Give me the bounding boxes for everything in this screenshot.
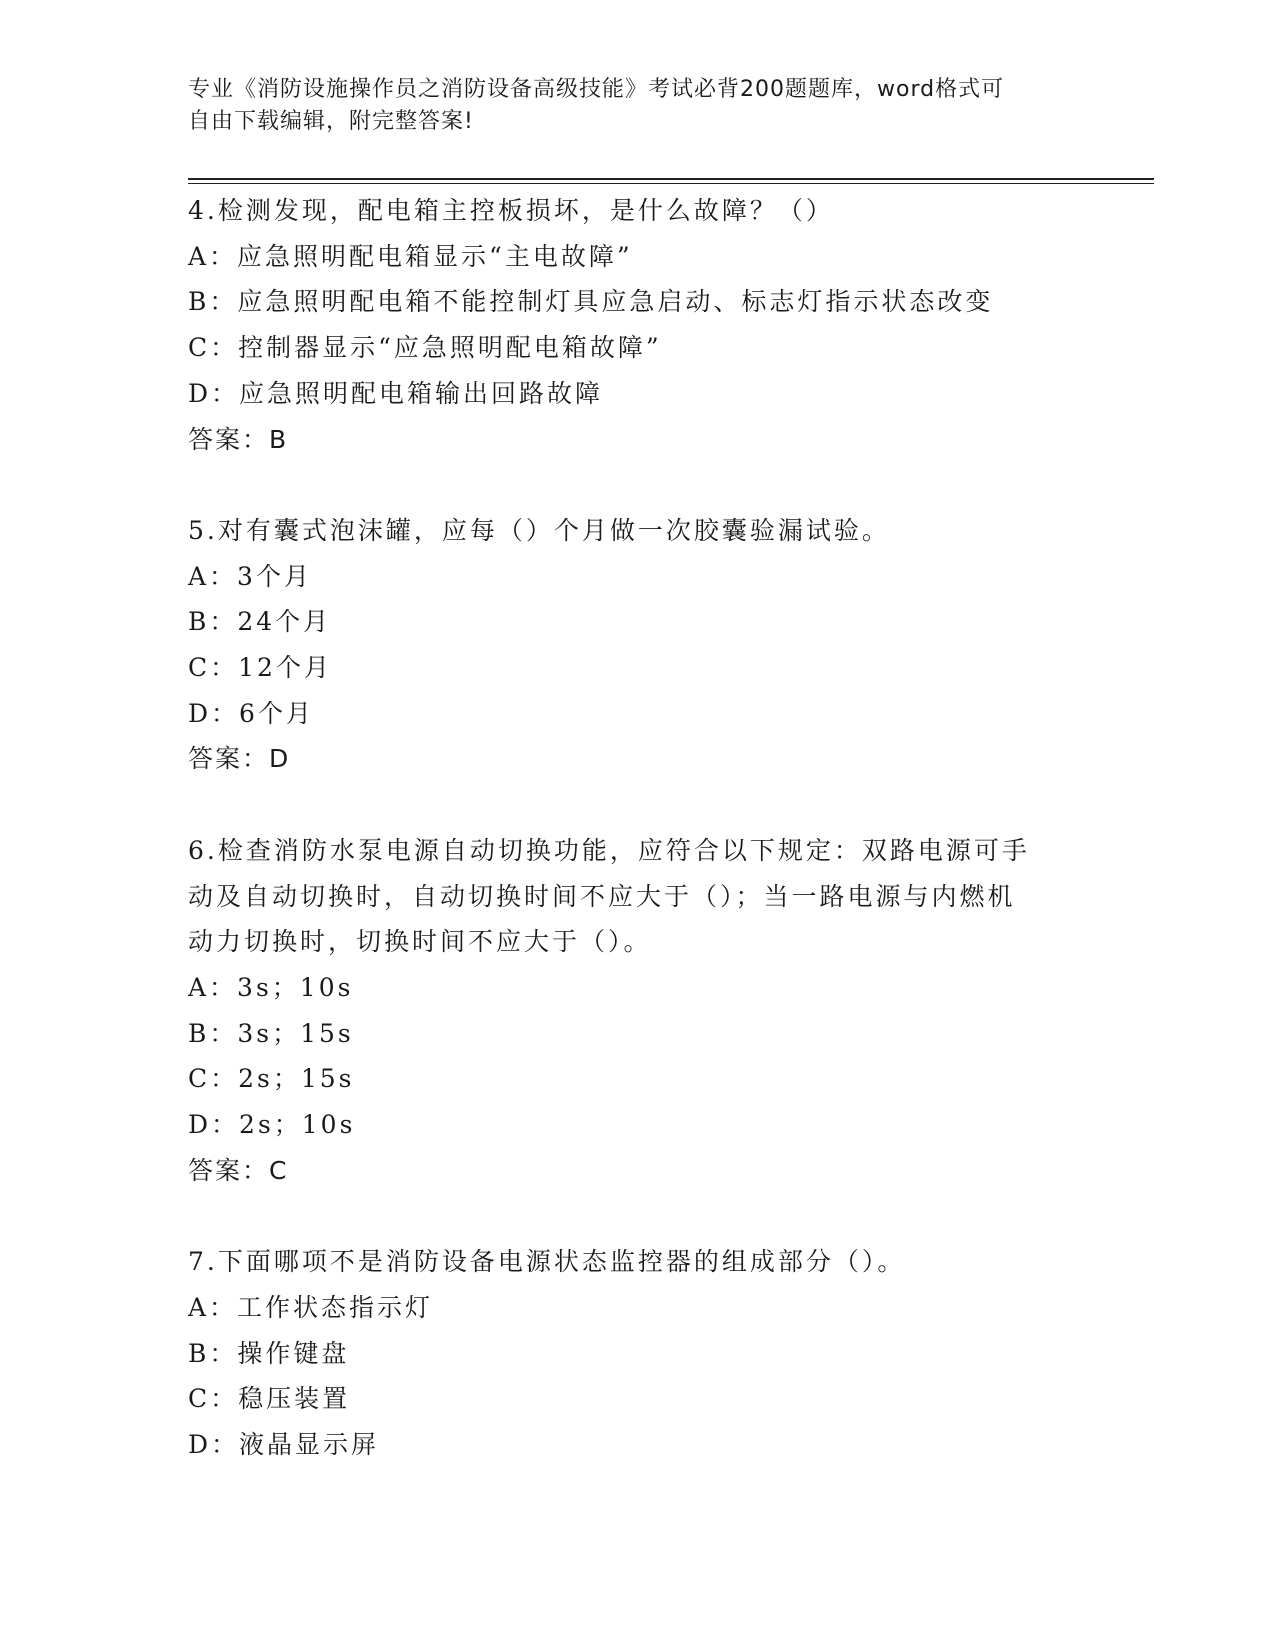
option-b: B：3s；15s xyxy=(188,1018,354,1048)
option-c: C：稳压装置 xyxy=(188,1384,351,1414)
option-a: A：3s；10s xyxy=(188,972,354,1002)
option-b: B：24个月 xyxy=(188,607,332,637)
question-6 xyxy=(188,828,1088,1194)
question-stem-line-2: 动及自动切换时，自动切换时间不应大于（）；当一路电源与内燃机 xyxy=(188,881,1016,911)
spacer xyxy=(188,782,1088,828)
option-d: D：液晶显示屏 xyxy=(188,1429,380,1459)
option-d: D：6个月 xyxy=(188,698,314,728)
spacer xyxy=(188,462,1088,508)
option-a: A：应急照明配电箱显示“主电故障” xyxy=(188,241,633,271)
spacer xyxy=(188,1193,1088,1239)
answer-line: 答案：B xyxy=(188,424,289,454)
option-c: C：控制器显示“应急照明配电箱故障” xyxy=(188,333,662,363)
document-header xyxy=(188,74,1088,138)
header-divider-thin xyxy=(188,183,1154,184)
option-b: B：应急照明配电箱不能控制灯具应急启动、标志灯指示状态改变 xyxy=(188,287,994,317)
header-line-2: 自由下载编辑，附完整答案! xyxy=(188,109,474,134)
question-stem: 4.检测发现，配电箱主控板损坏，是什么故障？（） xyxy=(188,196,834,225)
question-stem: 5.对有囊式泡沫罐，应每（）个月做一次胶囊验漏试验。 xyxy=(188,515,890,545)
question-stem: 7.下面哪项不是消防设备电源状态监控器的组成部分（）。 xyxy=(188,1247,906,1277)
question-list xyxy=(188,188,1088,1468)
header-divider-thick xyxy=(188,178,1154,180)
option-c: C：2s；15s xyxy=(188,1064,355,1094)
option-c: C：12个月 xyxy=(188,653,332,683)
option-a: A：工作状态指示灯 xyxy=(188,1292,434,1322)
answer-line: 答案：D xyxy=(188,744,291,774)
question-5 xyxy=(188,508,1088,782)
header-line-1: 专业《消防设施操作员之消防设备高级技能》考试必背200题题库，word格式可 xyxy=(188,77,1005,102)
answer-line: 答案：C xyxy=(188,1155,289,1185)
option-d: D：应急照明配电箱输出回路故障 xyxy=(188,378,604,408)
question-7 xyxy=(188,1239,1088,1468)
question-stem-line-1: 6.检查消防水泵电源自动切换功能，应符合以下规定：双路电源可手 xyxy=(188,835,1030,865)
option-d: D：2s；10s xyxy=(188,1110,356,1140)
option-a: A：3个月 xyxy=(188,561,312,591)
question-4 xyxy=(188,188,1088,462)
option-b: B：操作键盘 xyxy=(188,1338,350,1368)
question-stem-line-3: 动力切换时，切换时间不应大于（）。 xyxy=(188,927,652,957)
